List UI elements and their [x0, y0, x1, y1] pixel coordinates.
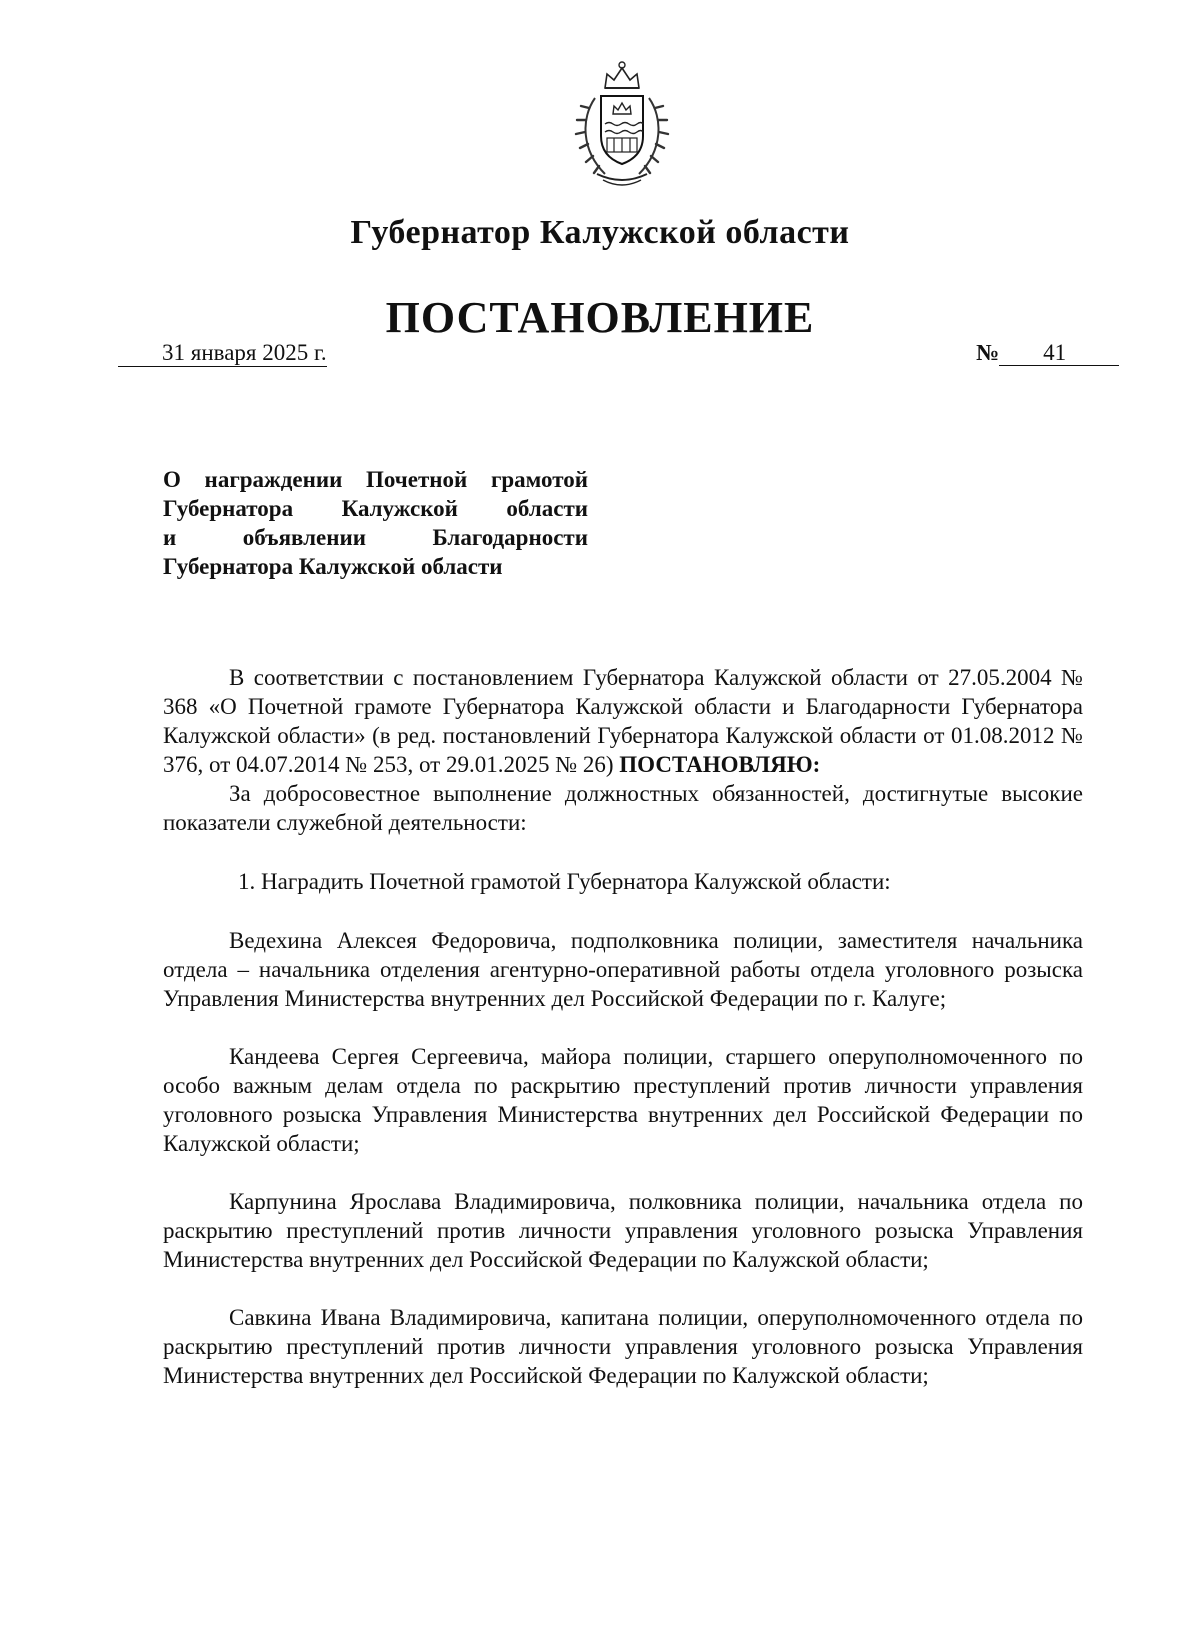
subject-line: Губернатора Калужской области	[163, 554, 503, 579]
awardee-paragraph: Савкина Ивана Владимировича, капитана полиции, оперуполномоченного отдела по раскрытию преступлений против личности управления уголовного розыска Управления Министерства внутренних дел Российской Федерации по Калужской области;	[163, 1305, 1083, 1388]
awardee-paragraph: Карпунина Ярослава Владимировича, полковника полиции, начальника отдела по раскрытию преступлений против личности управления уголовного розыска Управления Министерства внутренних дел Российской Федерации по Калужской области;	[163, 1189, 1083, 1272]
issuing-authority: Губернатор Калужской области	[350, 214, 850, 251]
subject-line: Губернатора Калужской области	[163, 496, 588, 521]
subject-line: и объявлении Благодарности	[163, 525, 588, 550]
document-body	[163, 663, 1083, 1390]
coat-of-arms-emblem	[567, 58, 677, 190]
number-label: №	[976, 340, 1000, 365]
subject-line: О награждении Почетной грамотой	[163, 467, 588, 492]
document-date-text: 31 января 2025 г.	[118, 340, 327, 367]
document-date	[118, 340, 327, 367]
document-type-title: ПОСТАНОВЛЕНИЕ	[385, 293, 815, 342]
preamble-paragraph	[163, 663, 1083, 779]
number-value: 41	[999, 341, 1119, 366]
preamble-text: В соответствии с постановлением Губернатора Калужской области от 27.05.2004 № 368 «О Почетной грамоте Губернатора Калужской области и Благодарности Губернатора Калужской области» (в ред. постановлений Губернатора Калужской области от 01.08.2012 № 376, от 04.07.2014 № 253, от 29.01.2025 № 26)	[163, 665, 1083, 777]
document-subject	[163, 465, 588, 581]
awardee-paragraph: Ведехина Алексея Федоровича, подполковника полиции, заместителя начальника отдела – начальника отделения агентурно-оперативной работы отдела уголовного розыска Управления Министерства внутренних дел Российской Федерации по г. Калуге;	[163, 928, 1083, 1011]
decree-word: ПОСТАНОВЛЯЮ:	[619, 752, 821, 777]
list-item-1: 1. Наградить Почетной грамотой Губернатора Калужской области:	[238, 869, 891, 894]
awardee-paragraph: Кандеева Сергея Сергеевича, майора полиции, старшего оперуполномоченного по особо важным делам отдела по раскрытию преступлений против личности управления уголовного розыска Управления Министерства внутренних дел Российской Федерации по Калужской области;	[163, 1044, 1083, 1156]
reason-paragraph: За добросовестное выполнение должностных обязанностей, достигнутые высокие показатели служебной деятельности:	[163, 781, 1083, 835]
document-number	[976, 340, 1119, 366]
